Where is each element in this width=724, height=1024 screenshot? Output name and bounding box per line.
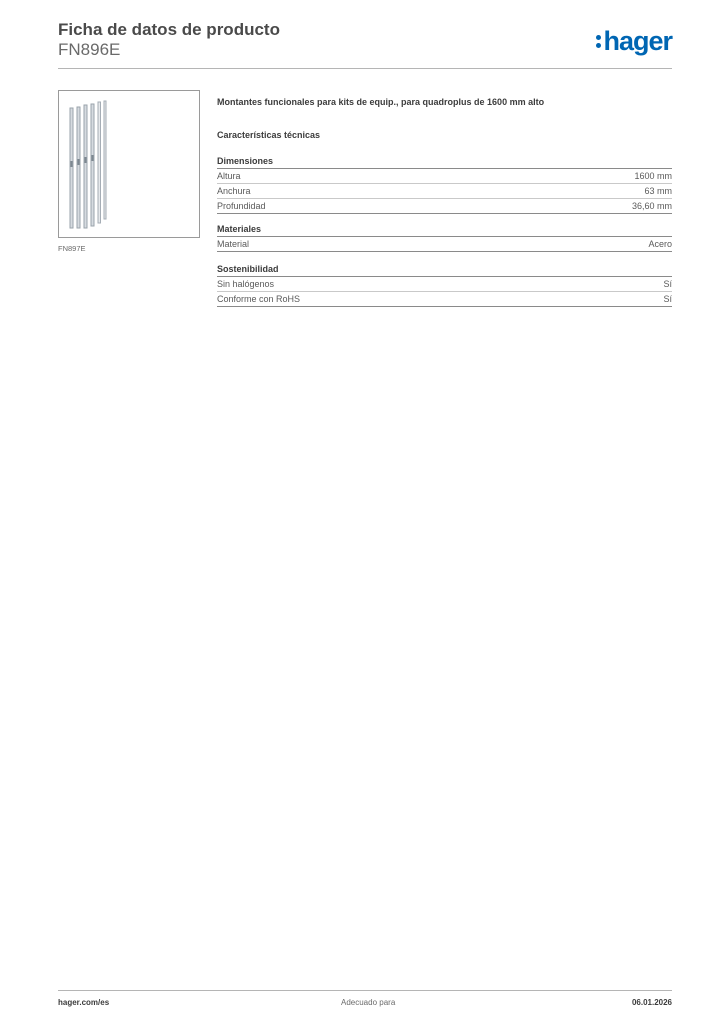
spec-value: 63 mm — [644, 186, 672, 196]
spec-label: Conforme con RoHS — [217, 294, 301, 304]
spec-row — [217, 277, 672, 292]
product-code: FN896E — [58, 40, 121, 59]
section-sustainability — [217, 263, 672, 307]
header-divider — [58, 68, 672, 69]
product-image — [58, 90, 200, 238]
image-caption: FN897E — [58, 244, 86, 253]
section-title: Materiales — [217, 223, 672, 237]
footer-date: 06.01.2026 — [631, 998, 672, 1007]
spec-label: Altura — [217, 171, 241, 181]
section-title: Dimensiones — [217, 155, 672, 169]
section-dimensions — [217, 155, 672, 214]
spec-label: Sin halógenos — [217, 279, 275, 289]
hager-logo — [596, 28, 672, 55]
section-materials — [217, 223, 672, 252]
product-description: Montantes funcionales para kits de equip., para quadroplus de 1600 mm alto — [217, 97, 545, 107]
spec-row — [217, 169, 672, 184]
spec-value: 36,60 mm — [631, 201, 672, 211]
spec-label: Anchura — [217, 186, 251, 196]
footer-suitable-for: Adecuado para — [341, 998, 396, 1007]
technical-characteristics-heading: Características técnicas — [217, 130, 321, 140]
document-title: Ficha de datos de producto — [58, 20, 280, 39]
logo-dots-icon — [596, 35, 601, 48]
footer-divider — [58, 990, 672, 991]
spec-value: Sí — [663, 294, 672, 304]
spec-value: Sí — [663, 279, 672, 289]
spec-row — [217, 184, 672, 199]
spec-label: Profundidad — [217, 201, 266, 211]
spec-label: Material — [217, 239, 250, 249]
spec-value: Acero — [648, 239, 672, 249]
section-title: Sostenibilidad — [217, 263, 672, 277]
footer-website: hager.com/es — [58, 998, 110, 1007]
logo-text: hager — [603, 26, 672, 56]
spec-row — [217, 292, 672, 307]
spec-value: 1600 mm — [634, 171, 672, 181]
spec-row — [217, 199, 672, 214]
spec-row — [217, 237, 672, 252]
product-rails-image — [59, 91, 199, 237]
